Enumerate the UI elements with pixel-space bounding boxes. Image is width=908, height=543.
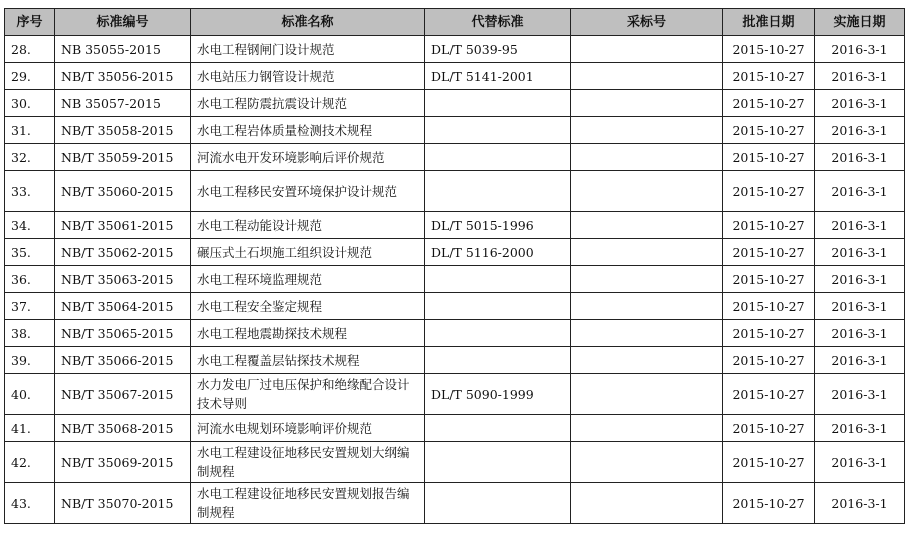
approval-date: 2015-10-27	[723, 266, 815, 293]
row-number: 28.	[5, 36, 55, 63]
standard-name: 水电工程地震勘探技术规程	[191, 320, 425, 347]
standard-code: NB/T 35063-2015	[55, 266, 191, 293]
implementation-date: 2016-3-1	[815, 239, 905, 266]
approval-date: 2015-10-27	[723, 320, 815, 347]
replaced-standard	[425, 442, 571, 483]
header-approve: 批准日期	[723, 9, 815, 36]
row-number: 31.	[5, 117, 55, 144]
row-number: 40.	[5, 374, 55, 415]
adopted-standard	[571, 266, 723, 293]
standard-name: 碾压式土石坝施工组织设计规范	[191, 239, 425, 266]
adopted-standard	[571, 293, 723, 320]
replaced-standard	[425, 415, 571, 442]
standard-name: 水电工程动能设计规范	[191, 212, 425, 239]
replaced-standard	[425, 266, 571, 293]
standard-code: NB/T 35061-2015	[55, 212, 191, 239]
implementation-date: 2016-3-1	[815, 171, 905, 212]
table-row	[5, 347, 905, 374]
implementation-date: 2016-3-1	[815, 374, 905, 415]
adopted-standard	[571, 239, 723, 266]
table-row	[5, 442, 905, 483]
replaced-standard: DL/T 5090-1999	[425, 374, 571, 415]
row-number: 41.	[5, 415, 55, 442]
table-row	[5, 415, 905, 442]
implementation-date: 2016-3-1	[815, 36, 905, 63]
adopted-standard	[571, 347, 723, 374]
implementation-date: 2016-3-1	[815, 415, 905, 442]
row-number: 32.	[5, 144, 55, 171]
standard-code: NB/T 35066-2015	[55, 347, 191, 374]
standard-name: 水电工程建设征地移民安置规划报告编制规程	[191, 483, 425, 524]
replaced-standard	[425, 117, 571, 144]
table-row	[5, 63, 905, 90]
approval-date: 2015-10-27	[723, 117, 815, 144]
replaced-standard	[425, 347, 571, 374]
implementation-date: 2016-3-1	[815, 320, 905, 347]
implementation-date: 2016-3-1	[815, 293, 905, 320]
standard-code: NB/T 35058-2015	[55, 117, 191, 144]
approval-date: 2015-10-27	[723, 347, 815, 374]
implementation-date: 2016-3-1	[815, 442, 905, 483]
approval-date: 2015-10-27	[723, 171, 815, 212]
standard-name: 水电站压力钢管设计规范	[191, 63, 425, 90]
adopted-standard	[571, 144, 723, 171]
approval-date: 2015-10-27	[723, 212, 815, 239]
adopted-standard	[571, 415, 723, 442]
standard-name: 水电工程钢闸门设计规范	[191, 36, 425, 63]
adopted-standard	[571, 36, 723, 63]
standard-name: 水力发电厂过电压保护和绝缘配合设计技术导则	[191, 374, 425, 415]
header-replace: 代替标准	[425, 9, 571, 36]
header-name: 标准名称	[191, 9, 425, 36]
standard-code: NB/T 35060-2015	[55, 171, 191, 212]
row-number: 43.	[5, 483, 55, 524]
table-row	[5, 212, 905, 239]
standard-code: NB/T 35068-2015	[55, 415, 191, 442]
replaced-standard	[425, 144, 571, 171]
row-number: 29.	[5, 63, 55, 90]
implementation-date: 2016-3-1	[815, 63, 905, 90]
header-impl: 实施日期	[815, 9, 905, 36]
row-number: 30.	[5, 90, 55, 117]
row-number: 35.	[5, 239, 55, 266]
header-code: 标准编号	[55, 9, 191, 36]
row-number: 34.	[5, 212, 55, 239]
table-row	[5, 36, 905, 63]
standard-code: NB/T 35062-2015	[55, 239, 191, 266]
table-row	[5, 171, 905, 212]
standard-code: NB/T 35056-2015	[55, 63, 191, 90]
approval-date: 2015-10-27	[723, 90, 815, 117]
adopted-standard	[571, 117, 723, 144]
approval-date: 2015-10-27	[723, 442, 815, 483]
approval-date: 2015-10-27	[723, 483, 815, 524]
adopted-standard	[571, 171, 723, 212]
table-row	[5, 483, 905, 524]
adopted-standard	[571, 374, 723, 415]
header-adopt: 采标号	[571, 9, 723, 36]
table-row	[5, 144, 905, 171]
row-number: 33.	[5, 171, 55, 212]
standard-name: 水电工程建设征地移民安置规划大纲编制规程	[191, 442, 425, 483]
replaced-standard: DL/T 5039-95	[425, 36, 571, 63]
standard-code: NB/T 35064-2015	[55, 293, 191, 320]
header-row	[5, 9, 905, 36]
standard-code: NB/T 35070-2015	[55, 483, 191, 524]
replaced-standard	[425, 293, 571, 320]
approval-date: 2015-10-27	[723, 374, 815, 415]
implementation-date: 2016-3-1	[815, 347, 905, 374]
adopted-standard	[571, 212, 723, 239]
implementation-date: 2016-3-1	[815, 90, 905, 117]
standard-name: 水电工程环境监理规范	[191, 266, 425, 293]
replaced-standard	[425, 320, 571, 347]
standard-code: NB/T 35065-2015	[55, 320, 191, 347]
approval-date: 2015-10-27	[723, 415, 815, 442]
row-number: 36.	[5, 266, 55, 293]
replaced-standard: DL/T 5141-2001	[425, 63, 571, 90]
standard-code: NB 35057-2015	[55, 90, 191, 117]
table-row	[5, 374, 905, 415]
adopted-standard	[571, 63, 723, 90]
implementation-date: 2016-3-1	[815, 483, 905, 524]
standard-name: 水电工程安全鉴定规程	[191, 293, 425, 320]
replaced-standard: DL/T 5116-2000	[425, 239, 571, 266]
replaced-standard: DL/T 5015-1996	[425, 212, 571, 239]
standard-code: NB/T 35059-2015	[55, 144, 191, 171]
row-number: 42.	[5, 442, 55, 483]
table-row	[5, 320, 905, 347]
row-number: 37.	[5, 293, 55, 320]
table-row	[5, 90, 905, 117]
replaced-standard	[425, 171, 571, 212]
standard-name: 水电工程防震抗震设计规范	[191, 90, 425, 117]
standard-code: NB 35055-2015	[55, 36, 191, 63]
table-row	[5, 266, 905, 293]
replaced-standard	[425, 90, 571, 117]
standards-table	[4, 8, 905, 524]
implementation-date: 2016-3-1	[815, 144, 905, 171]
adopted-standard	[571, 320, 723, 347]
row-number: 38.	[5, 320, 55, 347]
adopted-standard	[571, 483, 723, 524]
table-row	[5, 239, 905, 266]
implementation-date: 2016-3-1	[815, 266, 905, 293]
standard-code: NB/T 35067-2015	[55, 374, 191, 415]
approval-date: 2015-10-27	[723, 63, 815, 90]
adopted-standard	[571, 442, 723, 483]
table-row	[5, 117, 905, 144]
row-number: 39.	[5, 347, 55, 374]
standard-name: 河流水电开发环境影响后评价规范	[191, 144, 425, 171]
approval-date: 2015-10-27	[723, 239, 815, 266]
approval-date: 2015-10-27	[723, 36, 815, 63]
standard-name: 水电工程移民安置环境保护设计规范	[191, 171, 425, 212]
header-no: 序号	[5, 9, 55, 36]
standard-name: 水电工程覆盖层钻探技术规程	[191, 347, 425, 374]
implementation-date: 2016-3-1	[815, 117, 905, 144]
adopted-standard	[571, 90, 723, 117]
implementation-date: 2016-3-1	[815, 212, 905, 239]
table-row	[5, 293, 905, 320]
standard-name: 河流水电规划环境影响评价规范	[191, 415, 425, 442]
replaced-standard	[425, 483, 571, 524]
approval-date: 2015-10-27	[723, 293, 815, 320]
approval-date: 2015-10-27	[723, 144, 815, 171]
standard-name: 水电工程岩体质量检测技术规程	[191, 117, 425, 144]
standard-code: NB/T 35069-2015	[55, 442, 191, 483]
